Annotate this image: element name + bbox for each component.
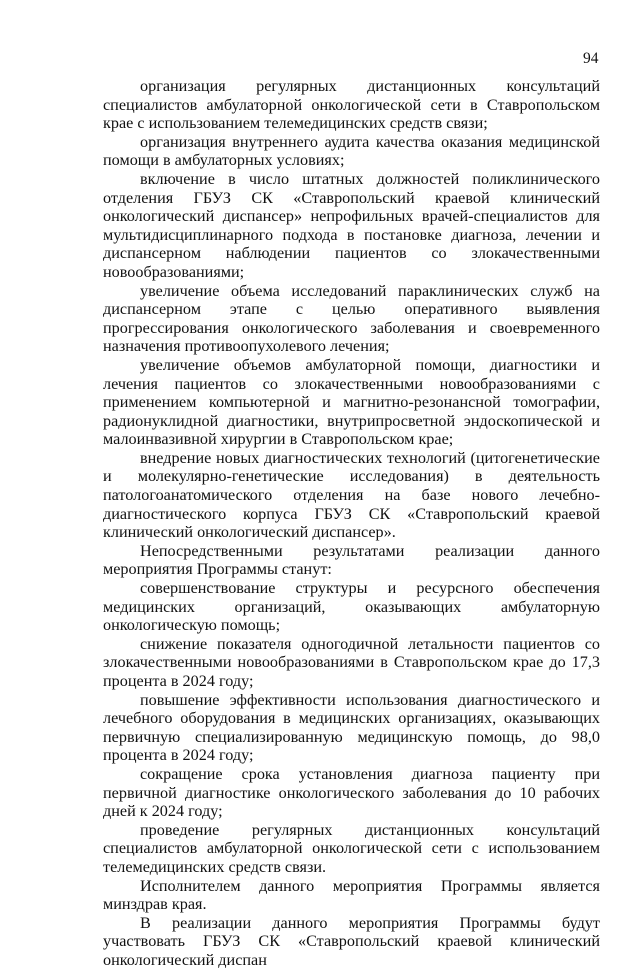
paragraph-2: организация внутреннего аудита качества оказания медицинской помощи в амбулаторных условиях;	[103, 132, 600, 170]
paragraph-3: включение в число штатных должностей поликлинического отделения ГБУЗ СК «Ставропольский краевой клинический онкологический диспансер» непрофильных врачей-специалистов для мультидисциплинарного подхода в постановке диагноза, лечении и диспансерном наблюдении пациентов со злокачественными новообразованиями;	[103, 169, 600, 281]
paragraph-4: увеличение объема исследований параклинических служб на диспансерном этапе с целью оперативного выявления прогрессирования онкологического заболевания и своевременного назначения противоопухолевого лечения;	[103, 281, 600, 356]
paragraph-14: В реализации данного мероприятия Программы будут участвовать ГБУЗ СК «Ставропольский краевой клинический онкологический диспан	[103, 913, 600, 969]
paragraph-8: совершенствование структуры и ресурсного обеспечения медицинских организаций, оказывающих амбулаторную онкологическую помощь;	[103, 579, 600, 635]
paragraph-9: снижение показателя одногодичной летальности пациентов со злокачественными новообразованиями в Ставропольском крае до 17,3 процента в 2024 году;	[103, 634, 600, 690]
page-number: 94	[583, 50, 599, 67]
paragraph-13: Исполнителем данного мероприятия Программы является минздрав края.	[103, 876, 600, 914]
paragraph-5: увеличение объемов амбулаторной помощи, диагностики и лечения пациентов со злокачественными новообразованиями с применением компьютерной и магнитно-резонансной томографии, радионуклидной диагностики, внутрипросветной эндоскопической и малоинвазивной хирургии в Ставропольском крае;	[103, 355, 600, 449]
paragraph-6: внедрение новых диагностических технологий (цитогенетические и молекулярно-генетические исследования) в деятельность патологоанатомического отделения на базе нового лечебно-диагностического корпуса ГБУЗ СК «Ставропольский краевой клинический онкологический диспансер».	[103, 448, 600, 542]
paragraph-1: организация регулярных дистанционных консультаций специалистов амбулаторной онкологической сети в Ставропольском крае с использованием телемедицинских средств связи;	[103, 77, 600, 133]
paragraph-10: повышение эффективности использования диагностического и лечебного оборудования в медицинских организациях, оказывающих первичную специализированную медицинскую помощь, до 98,0 процента в 2024 году;	[103, 690, 600, 765]
paragraph-7: Непосредственными результатами реализации данного мероприятия Программы станут:	[103, 541, 600, 579]
document-body	[103, 77, 600, 970]
paragraph-12: проведение регулярных дистанционных консультаций специалистов амбулаторной онкологической сети с использованием телемедицинских средств связи.	[103, 820, 600, 876]
paragraph-11: сокращение срока установления диагноза пациенту при первичной диагностике онкологического заболевания до 10 рабочих дней к 2024 году;	[103, 764, 600, 821]
